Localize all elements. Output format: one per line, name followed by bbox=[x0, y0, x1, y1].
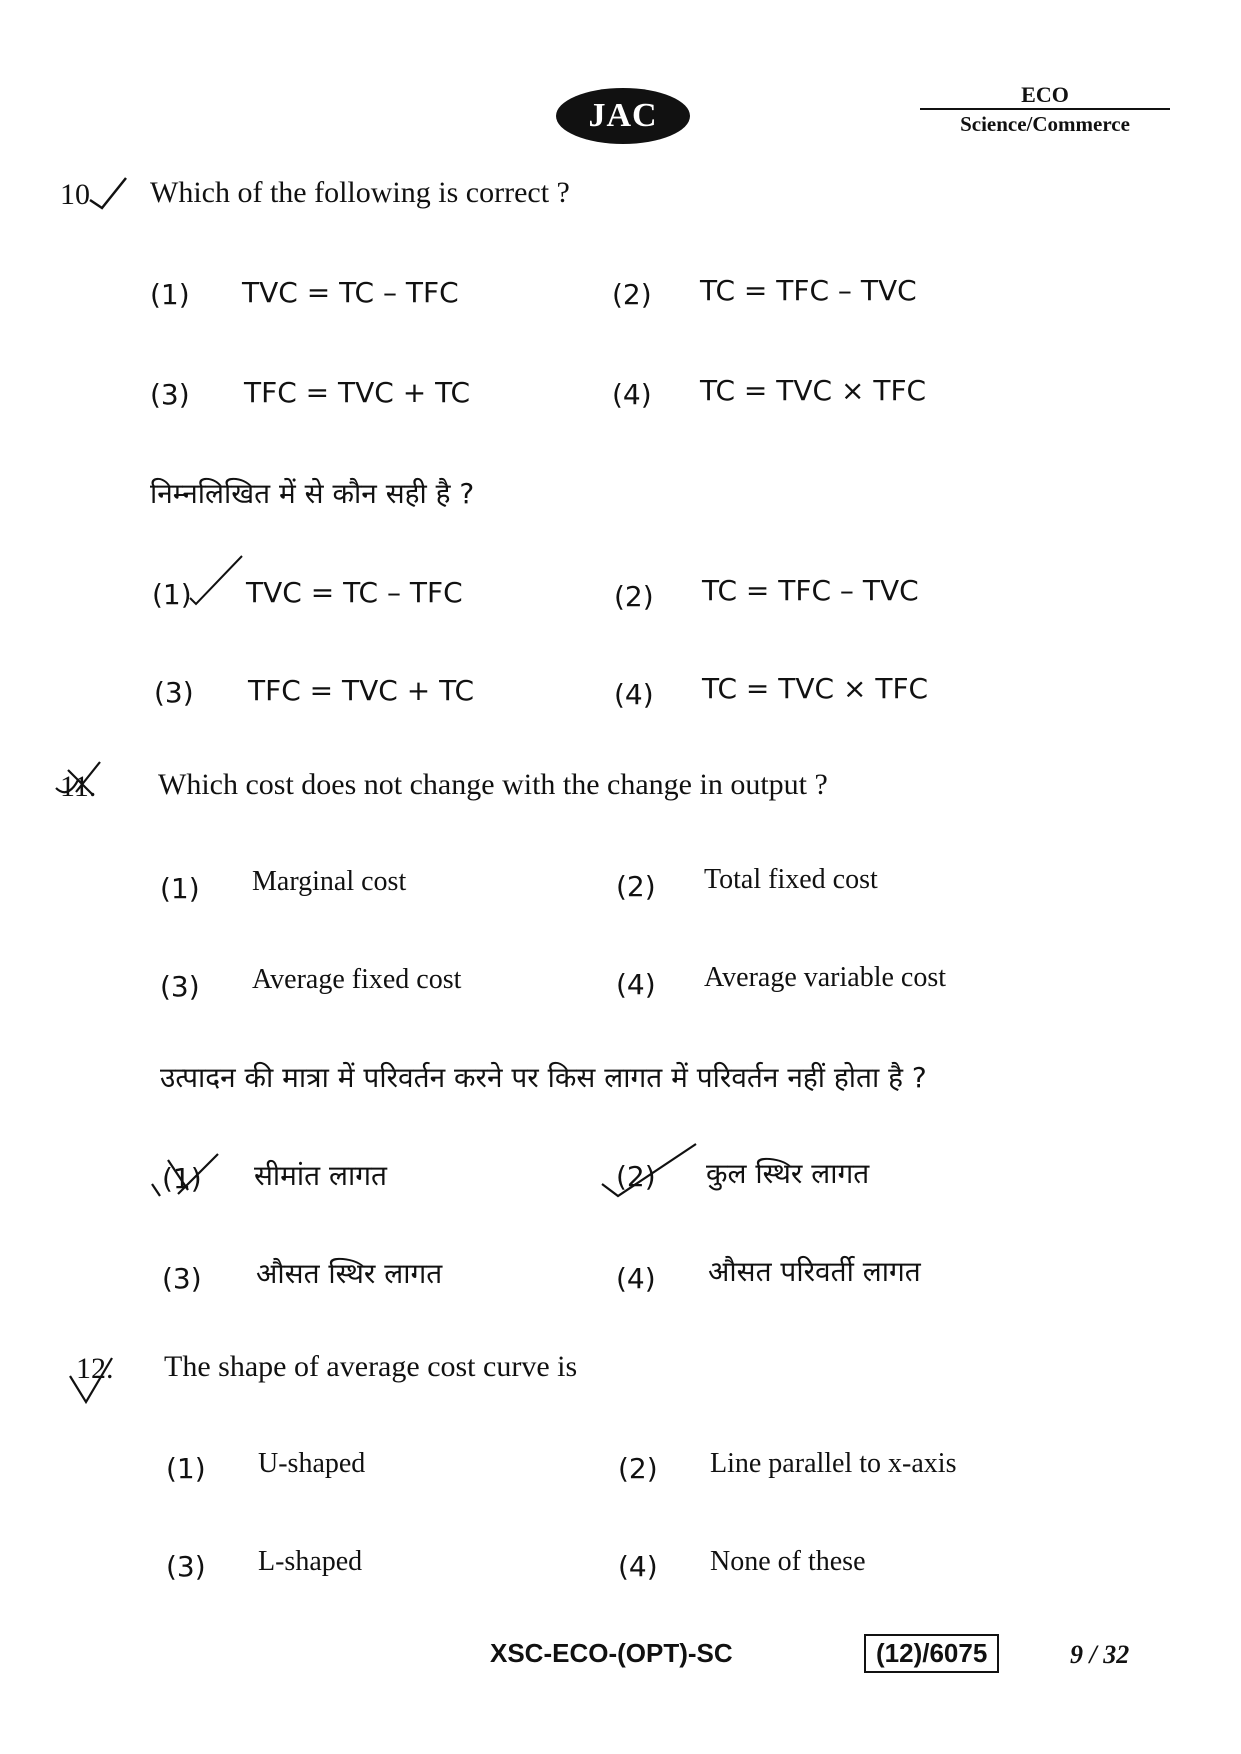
q10-en-opt1-num: (1) bbox=[150, 278, 190, 311]
question-11-text-hi: उत्पादन की मात्रा में परिवर्तन करने पर किस लागत में परिवर्तन नहीं होता है ? bbox=[160, 1061, 927, 1094]
q10-hi-opt3-num: (3) bbox=[154, 676, 194, 709]
q10-en-opt4-num: (4) bbox=[612, 378, 652, 411]
question-10-text-en: Which of the following is correct ? bbox=[150, 176, 570, 209]
tick-mark-icon bbox=[88, 172, 128, 212]
cross-mark-icon bbox=[52, 758, 112, 802]
tick-mark-icon bbox=[188, 552, 244, 608]
q10-hi-opt4-text: TC = TVC × TFC bbox=[702, 672, 929, 705]
q11-en-opt2-text: Total fixed cost bbox=[704, 864, 878, 895]
q11-hi-opt2-num: (2) bbox=[616, 1160, 656, 1193]
q11-hi-opt3-num: (3) bbox=[162, 1262, 202, 1295]
divider bbox=[920, 108, 1170, 110]
question-12-number: 12. bbox=[76, 1352, 114, 1385]
q11-hi-opt1-num: (1) bbox=[162, 1162, 202, 1195]
question-10-text-hi: निम्नलिखित में से कौन सही है ? bbox=[150, 477, 475, 510]
q10-en-opt4-text: TC = TVC × TFC bbox=[700, 374, 927, 407]
q11-en-opt3-num: (3) bbox=[160, 970, 200, 1003]
q12-en-opt4-num: (4) bbox=[618, 1550, 658, 1583]
question-11-text-en: Which cost does not change with the change in output ? bbox=[158, 768, 828, 801]
q12-en-opt1-num: (1) bbox=[166, 1452, 206, 1485]
paper-code: XSC-ECO-(OPT)-SC bbox=[490, 1638, 733, 1668]
q11-en-opt2-num: (2) bbox=[616, 870, 656, 903]
q11-en-opt4-text: Average variable cost bbox=[704, 962, 947, 993]
tick-mark-icon bbox=[598, 1140, 698, 1200]
jac-logo: JAC bbox=[556, 88, 690, 144]
stream-label: Science/Commerce bbox=[960, 112, 1130, 136]
q10-hi-opt2-text: TC = TFC – TVC bbox=[702, 574, 919, 607]
q12-en-opt2-text: Line parallel to x-axis bbox=[710, 1448, 957, 1479]
set-code-box: (12)/6075 bbox=[864, 1634, 999, 1673]
question-10-number: 10 bbox=[60, 178, 90, 211]
cross-mark-icon bbox=[148, 1150, 224, 1200]
question-12-text-en: The shape of average cost curve is bbox=[164, 1350, 578, 1383]
q11-en-opt1-num: (1) bbox=[160, 872, 200, 905]
q12-en-opt3-text: L-shaped bbox=[258, 1546, 363, 1577]
q12-en-opt4-text: None of these bbox=[710, 1546, 866, 1577]
subject-code: ECO bbox=[1021, 82, 1069, 107]
q11-en-opt4-num: (4) bbox=[616, 968, 656, 1001]
q12-en-opt3-num: (3) bbox=[166, 1550, 206, 1583]
q10-en-opt2-num: (2) bbox=[612, 278, 652, 311]
question-11-number: 11. bbox=[60, 770, 97, 803]
q11-en-opt3-text: Average fixed cost bbox=[252, 964, 462, 995]
q10-hi-opt2-num: (2) bbox=[614, 580, 654, 613]
q12-en-opt2-num: (2) bbox=[618, 1452, 658, 1485]
subject-header bbox=[920, 82, 1170, 136]
q11-hi-opt3-text: औसत स्थिर लागत bbox=[256, 1257, 443, 1290]
q12-en-opt1-text: U-shaped bbox=[258, 1448, 366, 1479]
q10-hi-opt1-num: (1) bbox=[152, 578, 192, 611]
q11-hi-opt4-text: औसत परिवर्ती लागत bbox=[708, 1255, 921, 1288]
q10-en-opt2-text: TC = TFC – TVC bbox=[700, 274, 917, 307]
page-number: 9 / 32 bbox=[1070, 1640, 1130, 1669]
q10-hi-opt1-text: TVC = TC – TFC bbox=[246, 576, 463, 609]
q11-hi-opt4-num: (4) bbox=[616, 1262, 656, 1295]
q10-en-opt3-text: TFC = TVC + TC bbox=[244, 376, 471, 409]
tick-mark-icon bbox=[66, 1352, 116, 1406]
q11-hi-opt2-text: कुल स्थिर लागत bbox=[706, 1157, 870, 1190]
q10-hi-opt3-text: TFC = TVC + TC bbox=[248, 674, 475, 707]
q10-en-opt3-num: (3) bbox=[150, 378, 190, 411]
q11-en-opt1-text: Marginal cost bbox=[252, 866, 407, 897]
q10-en-opt1-text: TVC = TC – TFC bbox=[242, 276, 459, 309]
q10-hi-opt4-num: (4) bbox=[614, 678, 654, 711]
q11-hi-opt1-text: सीमांत लागत bbox=[254, 1159, 387, 1192]
